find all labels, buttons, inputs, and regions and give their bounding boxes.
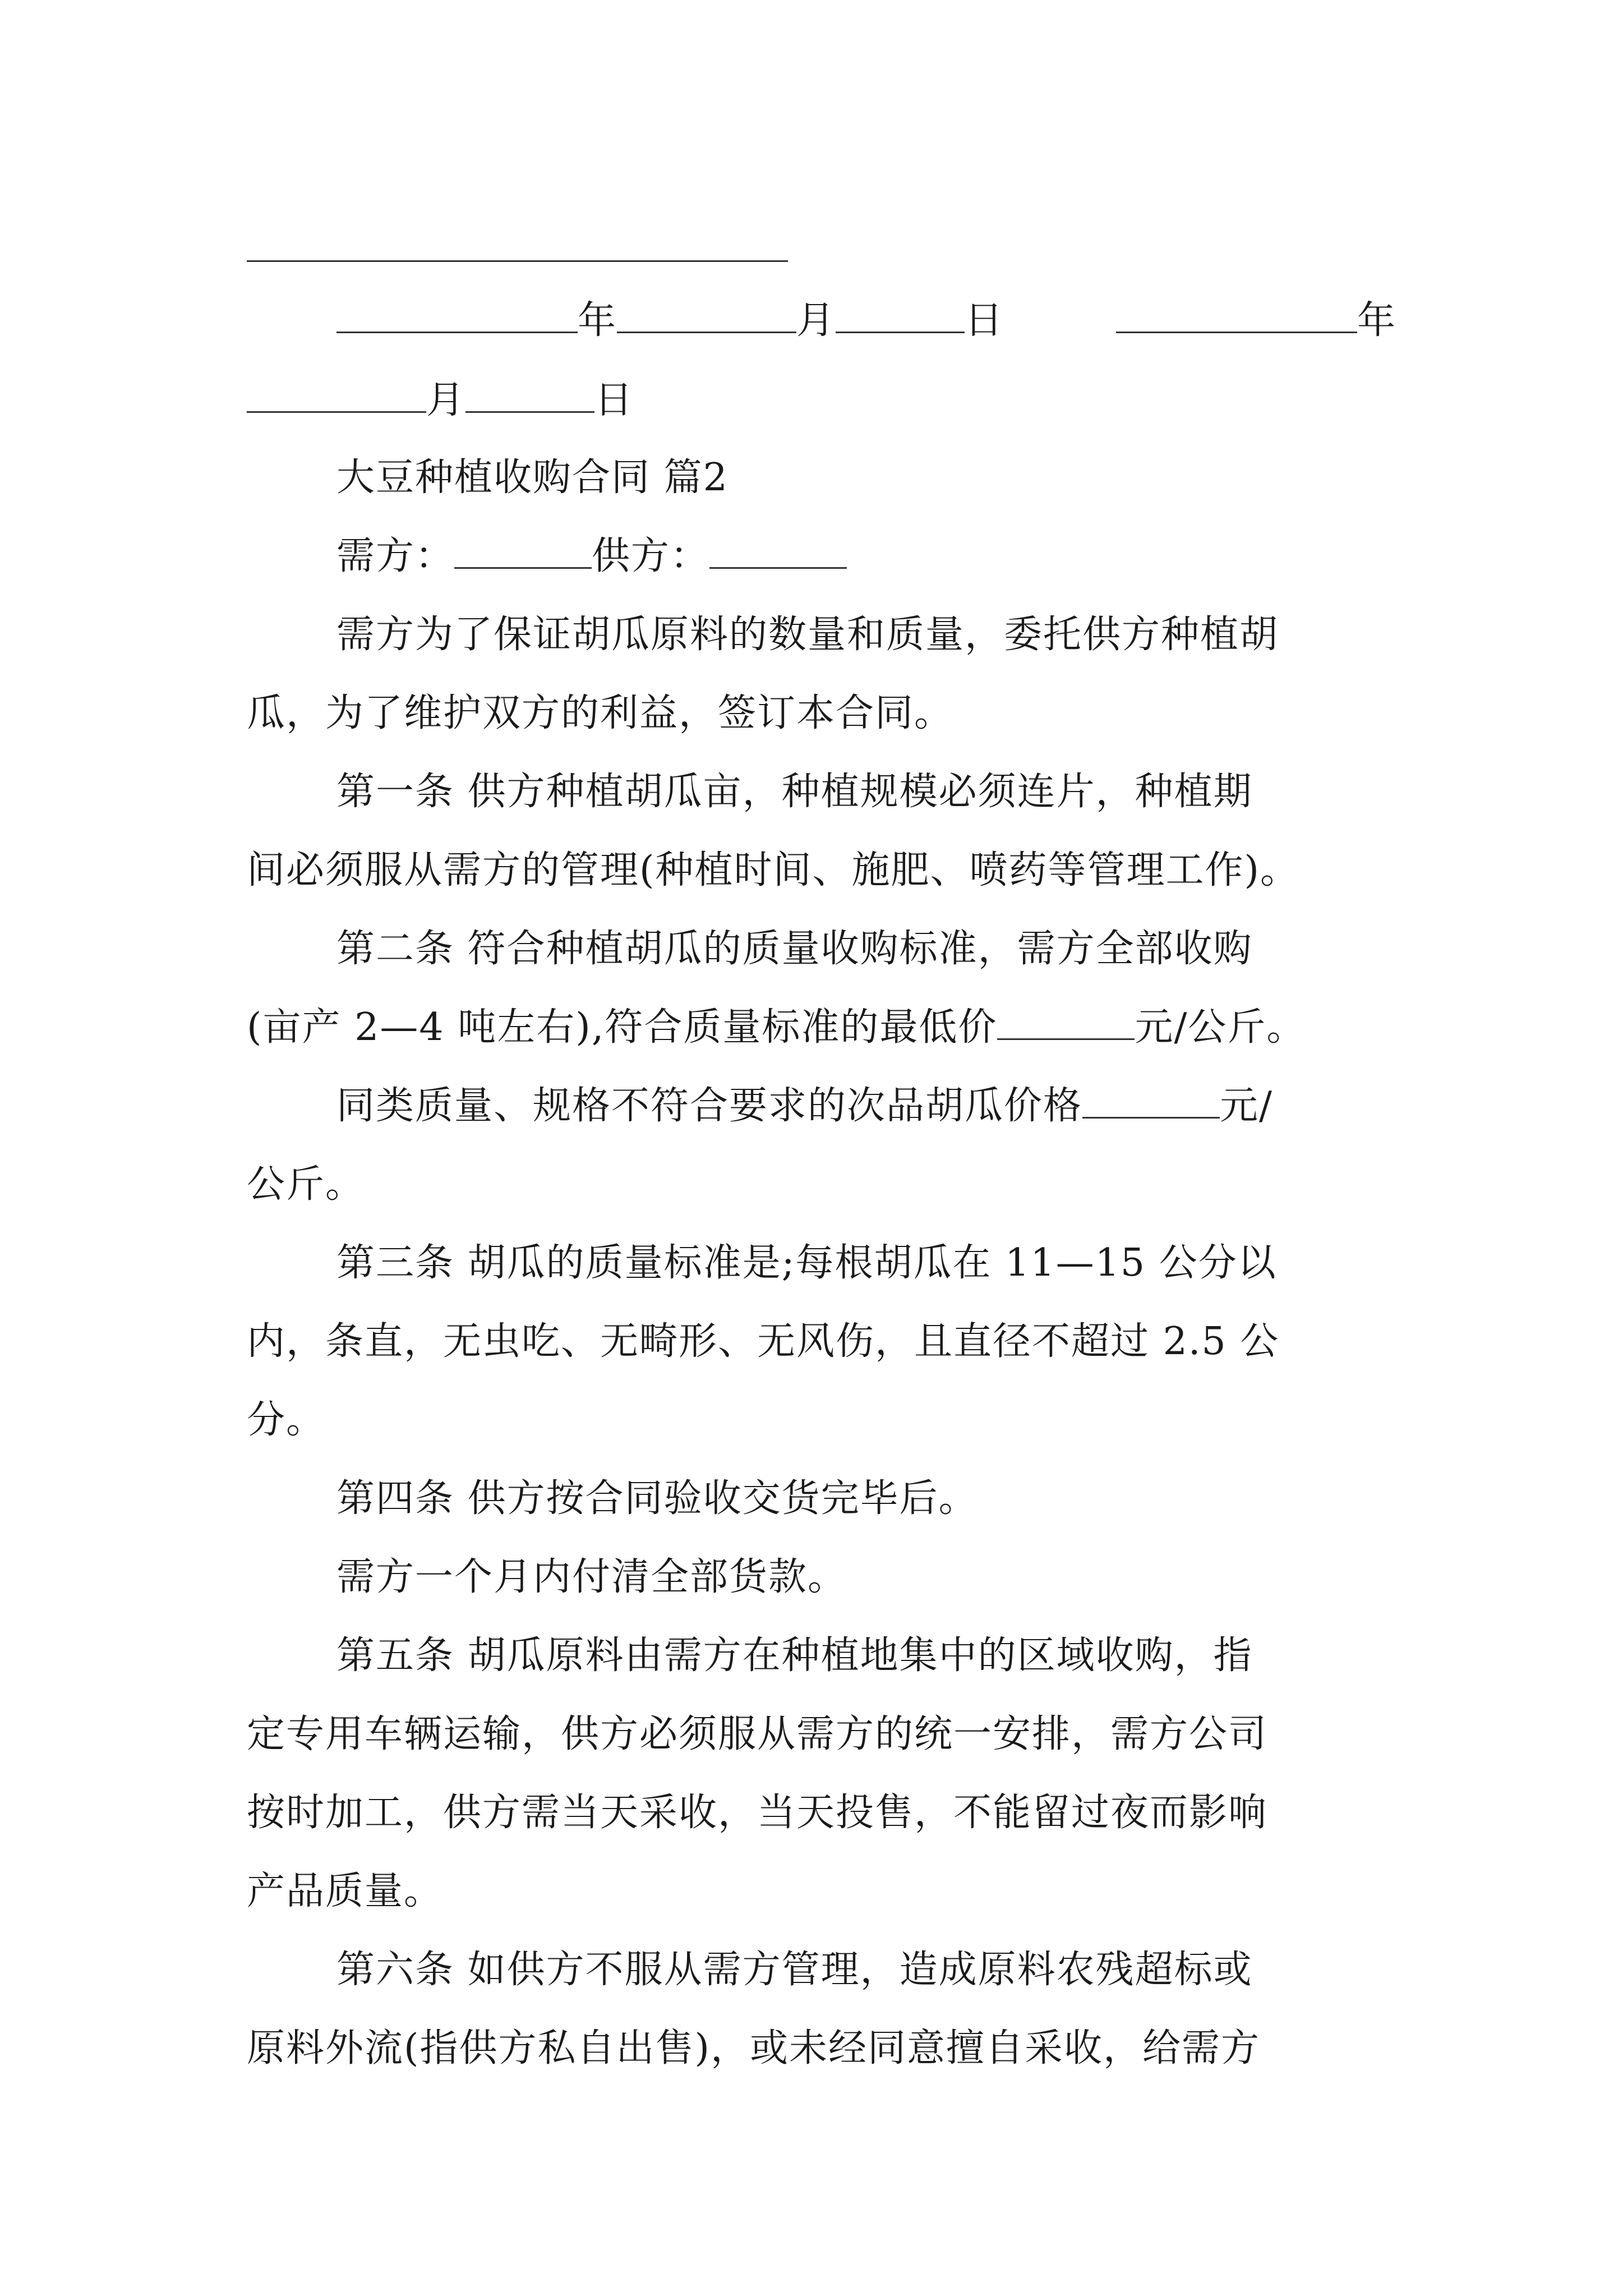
supply-blank — [709, 533, 847, 569]
month-blank — [617, 298, 796, 333]
section-title: 大豆种植收购合同 篇2 — [336, 455, 728, 500]
sub-price-unit: 元/ — [1220, 1084, 1273, 1128]
article-2b-line-2: 公斤。 — [247, 1162, 365, 1207]
article-5-line-3: 按时加工，供方需当天采收，当天投售，不能留过夜而影响 — [247, 1791, 1268, 1835]
day-label: 日 — [965, 298, 1004, 343]
article-3-line-2: 内，条直，无虫吃、无畸形、无风伤，且直径不超过 2.5 公 — [247, 1319, 1280, 1364]
article-6-line-2: 原料外流(指供方私自出售)，或未经同意擅自采收，给需方 — [247, 2026, 1261, 2070]
article-5-line-4: 产品质量。 — [247, 1869, 444, 1913]
article-4-line-1: 第四条 供方按合同验收交货完毕后。 — [336, 1476, 978, 1521]
min-price-blank — [997, 1005, 1135, 1040]
day-blank-2 — [465, 378, 594, 413]
intro-line-2: 瓜，为了维护双方的利益，签订本合同。 — [247, 691, 954, 735]
supply-label: 供方： — [592, 534, 710, 578]
intro-line-1: 需方为了保证胡瓜原料的数量和质量，委托供方种植胡 — [336, 613, 1279, 657]
month-label: 月 — [796, 298, 836, 343]
year-label: 年 — [578, 298, 617, 343]
sub-price-text: 同类质量、规格不符合要求的次品胡瓜价格 — [336, 1084, 1083, 1128]
year-blank-2 — [1116, 298, 1357, 333]
min-price-text: (亩产 2—4 吨左右),符合质量标准的最低价 — [247, 1005, 998, 1050]
parties-line — [336, 528, 1481, 585]
date-line-1 — [336, 293, 1481, 349]
article-4-line-2: 需方一个月内付清全部货款。 — [336, 1555, 847, 1599]
day-blank — [836, 298, 965, 333]
article-3-line-1: 第三条 胡瓜的质量标准是;每根胡瓜在 11—15 公分以 — [336, 1241, 1277, 1285]
article-2-line-1: 第二条 符合种植胡瓜的质量收购标准，需方全部收购 — [336, 927, 1253, 971]
date-line-2 — [247, 372, 1391, 429]
article-5-line-2: 定专用车辆运输，供方必须服从需方的统一安排，需方公司 — [247, 1712, 1268, 1756]
sub-price-blank — [1082, 1083, 1220, 1119]
article-5-line-1: 第五条 胡瓜原料由需方在种植地集中的区域收购，指 — [336, 1634, 1253, 1678]
article-1-line-1: 第一条 供方种植胡瓜亩，种植规模必须连片，种植期 — [336, 770, 1253, 814]
article-2-line-2 — [247, 1000, 1391, 1056]
article-2b-line-1 — [336, 1078, 1481, 1134]
month-blank-2 — [247, 378, 426, 413]
min-price-unit: 元/公斤。 — [1135, 1005, 1306, 1050]
demand-label: 需方： — [336, 534, 455, 578]
year-blank — [336, 298, 578, 333]
month-label-2: 月 — [426, 378, 466, 422]
article-6-line-1: 第六条 如供方不服从需方管理，造成原料农残超标或 — [336, 1948, 1253, 1992]
year-label-2: 年 — [1357, 298, 1397, 343]
signature-rule — [247, 260, 788, 262]
day-label-2: 日 — [594, 378, 634, 422]
demand-blank — [454, 533, 592, 569]
article-1-line-2: 间必须服从需方的管理(种植时间、施肥、喷药等管理工作)。 — [247, 848, 1300, 892]
article-3-line-3: 分。 — [247, 1398, 326, 1442]
